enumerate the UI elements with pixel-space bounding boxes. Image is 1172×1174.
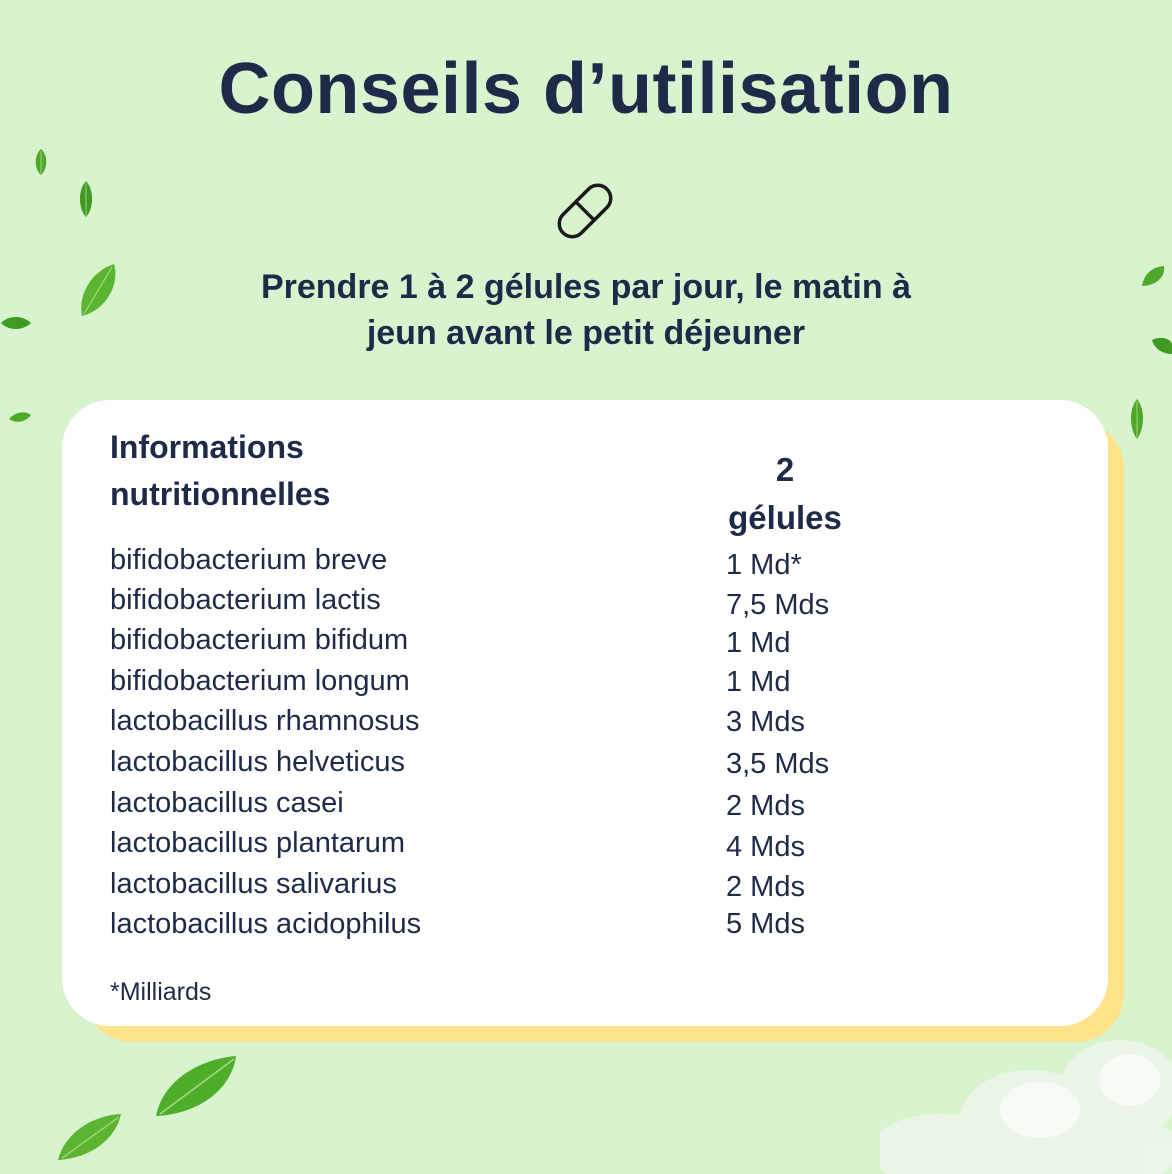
- nutrition-header: [110, 424, 330, 518]
- usage-instructions: [0, 264, 1172, 356]
- strain-value: 3 Mds: [726, 706, 805, 738]
- instructions-line2: jeun avant le petit déjeuner: [366, 314, 806, 352]
- capsule-icon: [548, 176, 622, 246]
- leaf-icon: [76, 180, 96, 218]
- strain-name: lactobacillus salivarius: [110, 868, 397, 900]
- leaf-icon: [8, 410, 32, 424]
- leaf-icon: [1128, 398, 1146, 440]
- strain-name: bifidobacterium longum: [110, 665, 410, 697]
- strain-value: 1 Md: [726, 627, 791, 659]
- footnote: *Milliards: [110, 978, 212, 1006]
- strain-value: 2 Mds: [726, 871, 805, 903]
- nutrition-header-line1: Informations: [110, 429, 304, 465]
- strain-value: 1 Md*: [726, 549, 802, 581]
- strain-name: lactobacillus acidophilus: [110, 908, 422, 940]
- dose-header: [700, 446, 870, 542]
- dose-header-line2: gélules: [728, 499, 842, 536]
- cloud-icon: [880, 1030, 1172, 1174]
- dose-header-line1: 2: [775, 451, 795, 488]
- strain-value: 5 Mds: [726, 908, 805, 940]
- strain-name: bifidobacterium breve: [110, 544, 388, 576]
- strain-value: 4 Mds: [726, 831, 805, 863]
- strain-name: lactobacillus casei: [110, 787, 344, 819]
- strain-value: 7,5 Mds: [726, 589, 830, 621]
- strain-name: lactobacillus rhamnosus: [110, 705, 420, 737]
- nutrition-header-line2: nutritionnelles: [110, 476, 331, 512]
- strain-value: 3,5 Mds: [726, 748, 830, 780]
- strain-name: lactobacillus plantarum: [110, 827, 405, 859]
- leaf-icon: [32, 148, 50, 176]
- leaf-icon: [150, 1054, 240, 1120]
- instructions-line1: Prendre 1 à 2 gélules par jour, le matin à: [260, 268, 912, 306]
- strain-name: lactobacillus helveticus: [110, 746, 405, 778]
- leaf-icon: [54, 1112, 124, 1162]
- page-title: Conseils d’utilisation: [218, 49, 954, 129]
- strain-value: 2 Mds: [726, 790, 805, 822]
- strain-name: bifidobacterium lactis: [110, 584, 381, 616]
- strain-name: bifidobacterium bifidum: [110, 624, 409, 656]
- strain-value: 1 Md: [726, 666, 791, 698]
